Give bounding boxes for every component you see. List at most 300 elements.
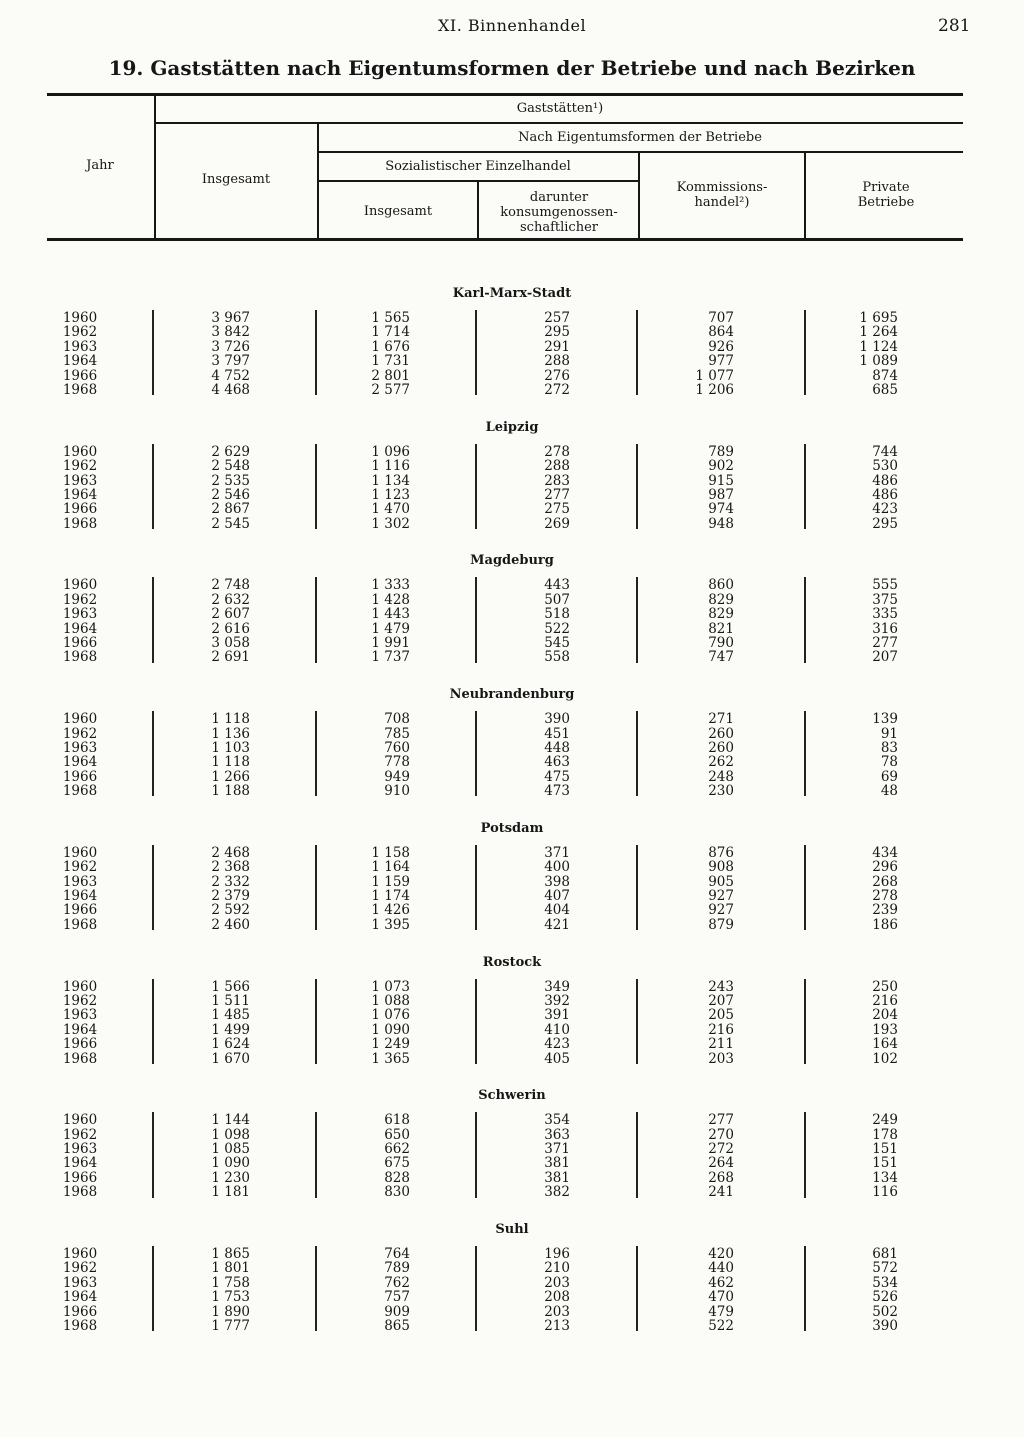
soz-insgesamt-cell: 618 xyxy=(384,1112,410,1129)
insgesamt-cell: 3 058 xyxy=(211,635,250,651)
insgesamt-cell: 1 670 xyxy=(211,1050,250,1067)
column-separator xyxy=(315,845,317,930)
year-cell: 1960 xyxy=(62,443,98,460)
region-heading: Rostock xyxy=(482,954,542,970)
insgesamt-cell: 2 748 xyxy=(211,577,250,594)
column-separator xyxy=(152,1112,154,1197)
soz-insgesamt-cell: 1 302 xyxy=(371,515,410,532)
konsum-cell: 473 xyxy=(544,783,570,800)
kommission-cell: 707 xyxy=(708,310,734,326)
darunter-line2: konsumgenossen- xyxy=(500,205,618,220)
konsum-cell: 276 xyxy=(544,367,570,384)
konsum-cell: 407 xyxy=(544,888,570,904)
private-cell: 486 xyxy=(872,472,898,489)
kommission-cell: 879 xyxy=(708,916,734,933)
insgesamt-cell: 1 098 xyxy=(211,1126,250,1143)
insgesamt-cell: 1 118 xyxy=(211,711,250,728)
konsum-cell: 275 xyxy=(544,501,570,518)
insgesamt-cell: 2 545 xyxy=(211,515,250,532)
insgesamt-cell: 3 797 xyxy=(211,353,250,370)
private-cell: 69 xyxy=(880,768,898,785)
soz-insgesamt-cell: 785 xyxy=(384,725,410,742)
year-cell: 1964 xyxy=(62,353,98,370)
private-cell: 390 xyxy=(872,1317,898,1334)
soz-insgesamt-cell: 1 676 xyxy=(371,338,410,355)
konsum-cell: 390 xyxy=(544,711,570,728)
konsum-cell: 558 xyxy=(544,649,570,666)
kommission-cell: 262 xyxy=(708,754,734,771)
konsum-cell: 257 xyxy=(544,310,570,326)
insgesamt-cell: 1 566 xyxy=(211,978,250,995)
konsum-cell: 381 xyxy=(544,1155,570,1172)
soz-insgesamt-cell: 650 xyxy=(384,1126,410,1143)
kommission-cell: 915 xyxy=(708,472,734,489)
soz-insgesamt-cell: 1 479 xyxy=(371,620,410,637)
year-cell: 1964 xyxy=(62,754,98,771)
column-separator xyxy=(475,310,477,395)
private-cell: 874 xyxy=(872,367,898,384)
konsum-cell: 210 xyxy=(544,1260,570,1277)
insgesamt-cell: 1 085 xyxy=(211,1141,250,1157)
insgesamt-cell: 1 890 xyxy=(211,1303,250,1320)
kommission-cell: 207 xyxy=(708,992,734,1009)
column-separator xyxy=(636,845,638,930)
column-separator xyxy=(315,310,317,395)
year-cell: 1963 xyxy=(62,1007,98,1024)
private-cell: 134 xyxy=(872,1169,898,1186)
soz-insgesamt-cell: 1 134 xyxy=(371,472,410,489)
header-vline-insgesamt xyxy=(317,122,319,239)
header-vline-jahr xyxy=(154,93,156,239)
konsum-cell: 518 xyxy=(544,606,570,623)
private-cell: 555 xyxy=(872,577,898,594)
col-header-insgesamt: Insgesamt xyxy=(201,172,271,187)
year-cell: 1966 xyxy=(62,1303,98,1320)
col-header-soz-insgesamt: Insgesamt xyxy=(363,204,433,219)
year-cell: 1962 xyxy=(62,458,98,475)
konsum-cell: 475 xyxy=(544,768,570,785)
private-line2: Betriebe xyxy=(857,195,915,210)
column-separator xyxy=(315,1112,317,1197)
insgesamt-cell: 3 967 xyxy=(211,310,250,326)
kommission-cell: 211 xyxy=(708,1036,734,1053)
insgesamt-cell: 1 624 xyxy=(211,1036,250,1053)
kommission-cell: 927 xyxy=(708,902,734,919)
page-number: 281 xyxy=(938,16,971,36)
konsum-cell: 288 xyxy=(544,458,570,475)
column-separator xyxy=(804,444,806,529)
column-separator xyxy=(152,845,154,930)
kommission-cell: 230 xyxy=(708,783,734,800)
year-cell: 1964 xyxy=(62,620,98,637)
insgesamt-cell: 2 460 xyxy=(211,916,250,933)
soz-insgesamt-cell: 1 737 xyxy=(371,649,410,666)
column-separator xyxy=(475,711,477,796)
soz-insgesamt-cell: 1 395 xyxy=(371,916,410,933)
soz-insgesamt-cell: 1 158 xyxy=(371,844,410,861)
year-cell: 1963 xyxy=(62,1274,98,1291)
year-cell: 1966 xyxy=(62,367,98,384)
konsum-cell: 277 xyxy=(544,486,570,503)
private-cell: 486 xyxy=(872,486,898,503)
year-cell: 1966 xyxy=(62,902,98,919)
soz-insgesamt-cell: 1 096 xyxy=(371,443,410,460)
region-heading: Leipzig xyxy=(485,419,539,435)
region-heading: Schwerin xyxy=(478,1088,546,1104)
insgesamt-cell: 2 607 xyxy=(211,606,250,623)
private-cell: 91 xyxy=(880,725,898,742)
konsum-cell: 405 xyxy=(544,1050,570,1067)
soz-insgesamt-cell: 675 xyxy=(384,1155,410,1172)
soz-insgesamt-cell: 1 073 xyxy=(371,978,410,995)
col-header-private xyxy=(806,180,966,210)
header-bottom-rule xyxy=(47,238,963,241)
column-separator xyxy=(152,711,154,796)
private-cell: 186 xyxy=(872,916,898,933)
year-cell: 1962 xyxy=(62,725,98,742)
kommission-cell: 987 xyxy=(708,486,734,503)
kommission-cell: 264 xyxy=(708,1155,734,1172)
column-separator xyxy=(804,845,806,930)
year-cell: 1964 xyxy=(62,888,98,904)
year-cell: 1968 xyxy=(62,382,98,398)
year-cell: 1964 xyxy=(62,1289,98,1306)
year-cell: 1962 xyxy=(62,859,98,876)
year-cell: 1963 xyxy=(62,472,98,489)
year-cell: 1963 xyxy=(62,338,98,355)
insgesamt-cell: 1 753 xyxy=(211,1289,250,1306)
insgesamt-cell: 1 758 xyxy=(211,1274,250,1291)
konsum-cell: 410 xyxy=(544,1021,570,1038)
kommission-cell: 203 xyxy=(708,1050,734,1067)
soz-insgesamt-cell: 1 164 xyxy=(371,859,410,876)
private-cell: 204 xyxy=(872,1007,898,1024)
kommission-cell: 821 xyxy=(708,620,734,637)
year-cell: 1962 xyxy=(62,591,98,608)
private-cell: 434 xyxy=(872,844,898,861)
private-cell: 207 xyxy=(872,649,898,666)
soz-insgesamt-cell: 1 714 xyxy=(371,324,410,341)
kommission-cell: 902 xyxy=(708,458,734,475)
private-cell: 268 xyxy=(872,873,898,890)
soz-insgesamt-cell: 910 xyxy=(384,783,410,800)
column-separator xyxy=(636,1246,638,1331)
column-separator xyxy=(475,979,477,1064)
private-cell: 178 xyxy=(872,1126,898,1143)
insgesamt-cell: 2 468 xyxy=(211,844,250,861)
soz-insgesamt-cell: 1 443 xyxy=(371,606,410,623)
year-cell: 1966 xyxy=(62,1036,98,1053)
insgesamt-cell: 2 629 xyxy=(211,443,250,460)
table-title: 19. Gaststätten nach Eigentumsformen der Betriebe und nach Bezirken xyxy=(108,56,916,80)
soz-insgesamt-cell: 662 xyxy=(384,1141,410,1157)
insgesamt-cell: 2 332 xyxy=(211,873,250,890)
year-cell: 1966 xyxy=(62,635,98,651)
year-cell: 1960 xyxy=(62,1245,98,1262)
kommission-cell: 268 xyxy=(708,1169,734,1186)
year-cell: 1966 xyxy=(62,768,98,785)
soz-insgesamt-cell: 1 565 xyxy=(371,310,410,326)
year-cell: 1964 xyxy=(62,1021,98,1038)
column-separator xyxy=(636,979,638,1064)
konsum-cell: 443 xyxy=(544,577,570,594)
konsum-cell: 421 xyxy=(544,916,570,933)
konsum-cell: 203 xyxy=(544,1274,570,1291)
private-cell: 277 xyxy=(872,635,898,651)
private-cell: 1 089 xyxy=(859,353,898,370)
konsum-cell: 400 xyxy=(544,859,570,876)
kommission-cell: 216 xyxy=(708,1021,734,1038)
year-cell: 1966 xyxy=(62,501,98,518)
insgesamt-cell: 1 136 xyxy=(211,725,250,742)
sozialistisch-rule xyxy=(319,180,639,182)
column-separator xyxy=(315,577,317,662)
insgesamt-cell: 2 867 xyxy=(211,501,250,518)
private-cell: 78 xyxy=(880,754,898,771)
private-cell: 102 xyxy=(872,1050,898,1067)
soz-insgesamt-cell: 865 xyxy=(384,1317,410,1334)
year-cell: 1962 xyxy=(62,1260,98,1277)
insgesamt-cell: 4 468 xyxy=(211,382,250,398)
col-header-jahr: Jahr xyxy=(86,158,114,173)
private-cell: 193 xyxy=(872,1021,898,1038)
konsum-cell: 391 xyxy=(544,1007,570,1024)
insgesamt-cell: 2 368 xyxy=(211,859,250,876)
year-cell: 1960 xyxy=(62,844,98,861)
eigentumsformen-rule xyxy=(319,151,963,153)
insgesamt-cell: 2 632 xyxy=(211,591,250,608)
kommission-cell: 248 xyxy=(708,768,734,785)
konsum-cell: 349 xyxy=(544,978,570,995)
year-cell: 1963 xyxy=(62,1141,98,1157)
private-cell: 139 xyxy=(872,711,898,728)
year-cell: 1968 xyxy=(62,1317,98,1334)
kommission-cell: 440 xyxy=(708,1260,734,1277)
year-cell: 1963 xyxy=(62,606,98,623)
insgesamt-cell: 2 548 xyxy=(211,458,250,475)
soz-insgesamt-cell: 762 xyxy=(384,1274,410,1291)
private-cell: 502 xyxy=(872,1303,898,1320)
konsum-cell: 272 xyxy=(544,382,570,398)
year-cell: 1962 xyxy=(62,324,98,341)
kommission-cell: 260 xyxy=(708,739,734,756)
private-cell: 681 xyxy=(872,1245,898,1262)
insgesamt-cell: 2 535 xyxy=(211,472,250,489)
private-cell: 572 xyxy=(872,1260,898,1277)
private-cell: 316 xyxy=(872,620,898,637)
kommission-cell: 977 xyxy=(708,353,734,370)
column-separator xyxy=(804,1112,806,1197)
kommission-line1: Kommissions- xyxy=(676,180,768,195)
column-separator xyxy=(315,444,317,529)
region-heading: Potsdam xyxy=(480,820,544,836)
soz-insgesamt-cell: 1 088 xyxy=(371,992,410,1009)
private-cell: 216 xyxy=(872,992,898,1009)
private-cell: 685 xyxy=(872,382,898,398)
column-separator xyxy=(636,444,638,529)
year-cell: 1960 xyxy=(62,978,98,995)
kommission-cell: 271 xyxy=(708,711,734,728)
year-cell: 1963 xyxy=(62,739,98,756)
col-header-kommission xyxy=(640,180,804,210)
soz-insgesamt-cell: 1 365 xyxy=(371,1050,410,1067)
insgesamt-cell: 1 181 xyxy=(211,1184,250,1201)
konsum-cell: 371 xyxy=(544,844,570,861)
soz-insgesamt-cell: 909 xyxy=(384,1303,410,1320)
insgesamt-cell: 3 842 xyxy=(211,324,250,341)
konsum-cell: 545 xyxy=(544,635,570,651)
private-cell: 296 xyxy=(872,859,898,876)
kommission-cell: 864 xyxy=(708,324,734,341)
kommission-cell: 747 xyxy=(708,649,734,666)
insgesamt-cell: 1 230 xyxy=(211,1169,250,1186)
konsum-cell: 295 xyxy=(544,324,570,341)
private-cell: 278 xyxy=(872,888,898,904)
konsum-cell: 423 xyxy=(544,1036,570,1053)
insgesamt-cell: 1 499 xyxy=(211,1021,250,1038)
running-head xyxy=(0,16,1024,40)
konsum-cell: 404 xyxy=(544,902,570,919)
column-separator xyxy=(636,711,638,796)
private-cell: 526 xyxy=(872,1289,898,1306)
kommission-cell: 241 xyxy=(708,1184,734,1201)
kommission-cell: 829 xyxy=(708,606,734,623)
column-separator xyxy=(636,577,638,662)
year-cell: 1968 xyxy=(62,649,98,666)
soz-insgesamt-cell: 1 470 xyxy=(371,501,410,518)
year-cell: 1968 xyxy=(62,916,98,933)
kommission-cell: 260 xyxy=(708,725,734,742)
private-cell: 48 xyxy=(880,783,898,800)
kommission-cell: 908 xyxy=(708,859,734,876)
kommission-cell: 522 xyxy=(708,1317,734,1334)
soz-insgesamt-cell: 1 731 xyxy=(371,353,410,370)
insgesamt-cell: 2 691 xyxy=(211,649,250,666)
column-separator xyxy=(804,1246,806,1331)
private-cell: 295 xyxy=(872,515,898,532)
insgesamt-cell: 1 865 xyxy=(211,1245,250,1262)
soz-insgesamt-cell: 789 xyxy=(384,1260,410,1277)
insgesamt-cell: 2 546 xyxy=(211,486,250,503)
column-separator xyxy=(152,444,154,529)
column-separator xyxy=(475,1112,477,1197)
soz-insgesamt-cell: 949 xyxy=(384,768,410,785)
insgesamt-cell: 2 592 xyxy=(211,902,250,919)
region-heading: Karl-Marx-Stadt xyxy=(452,286,572,301)
kommission-cell: 948 xyxy=(708,515,734,532)
insgesamt-cell: 1 103 xyxy=(211,739,250,756)
insgesamt-cell: 2 379 xyxy=(211,888,250,904)
kommission-cell: 277 xyxy=(708,1112,734,1129)
konsum-cell: 451 xyxy=(544,725,570,742)
col-header-gaststaetten: Gaststätten¹) xyxy=(516,101,604,116)
kommission-cell: 789 xyxy=(708,443,734,460)
private-cell: 83 xyxy=(880,739,898,756)
konsum-cell: 278 xyxy=(544,443,570,460)
private-cell: 534 xyxy=(872,1274,898,1291)
konsum-cell: 269 xyxy=(544,515,570,532)
soz-insgesamt-cell: 708 xyxy=(384,711,410,728)
soz-insgesamt-cell: 2 801 xyxy=(371,367,410,384)
soz-insgesamt-cell: 760 xyxy=(384,739,410,756)
konsum-cell: 448 xyxy=(544,739,570,756)
column-separator xyxy=(315,711,317,796)
konsum-cell: 203 xyxy=(544,1303,570,1320)
konsum-cell: 363 xyxy=(544,1126,570,1143)
insgesamt-cell: 1 144 xyxy=(211,1112,250,1129)
insgesamt-cell: 1 801 xyxy=(211,1260,250,1277)
konsum-cell: 196 xyxy=(544,1245,570,1262)
konsum-cell: 463 xyxy=(544,754,570,771)
header-top-rule xyxy=(47,93,963,96)
insgesamt-cell: 4 752 xyxy=(211,367,250,384)
konsum-cell: 283 xyxy=(544,472,570,489)
column-separator xyxy=(152,577,154,662)
year-cell: 1968 xyxy=(62,783,98,800)
year-cell: 1966 xyxy=(62,1169,98,1186)
year-cell: 1960 xyxy=(62,711,98,728)
insgesamt-cell: 1 266 xyxy=(211,768,250,785)
kommission-cell: 829 xyxy=(708,591,734,608)
soz-insgesamt-cell: 1 159 xyxy=(371,873,410,890)
soz-insgesamt-cell: 757 xyxy=(384,1289,410,1306)
soz-insgesamt-cell: 778 xyxy=(384,754,410,771)
konsum-cell: 208 xyxy=(544,1289,570,1306)
year-cell: 1968 xyxy=(62,515,98,532)
konsum-cell: 507 xyxy=(544,591,570,608)
konsum-cell: 354 xyxy=(544,1112,570,1129)
year-cell: 1962 xyxy=(62,992,98,1009)
year-cell: 1964 xyxy=(62,1155,98,1172)
private-cell: 1 695 xyxy=(859,310,898,326)
soz-insgesamt-cell: 1 428 xyxy=(371,591,410,608)
insgesamt-cell: 1 511 xyxy=(211,992,250,1009)
col-header-nach-eigentumsformen: Nach Eigentumsformen der Betriebe xyxy=(518,130,762,145)
soz-insgesamt-cell: 830 xyxy=(384,1184,410,1201)
column-separator xyxy=(804,711,806,796)
year-cell: 1968 xyxy=(62,1184,98,1201)
konsum-cell: 288 xyxy=(544,353,570,370)
private-cell: 239 xyxy=(872,902,898,919)
private-cell: 164 xyxy=(872,1036,898,1053)
konsum-cell: 522 xyxy=(544,620,570,637)
soz-insgesamt-cell: 1 333 xyxy=(371,577,410,594)
insgesamt-cell: 1 777 xyxy=(211,1317,250,1334)
soz-insgesamt-cell: 828 xyxy=(384,1169,410,1186)
kommission-cell: 974 xyxy=(708,501,734,518)
private-cell: 335 xyxy=(872,606,898,623)
soz-insgesamt-cell: 1 249 xyxy=(371,1036,410,1053)
konsum-cell: 371 xyxy=(544,1141,570,1157)
column-separator xyxy=(152,310,154,395)
insgesamt-cell: 1 090 xyxy=(211,1155,250,1172)
kommission-cell: 860 xyxy=(708,577,734,594)
column-separator xyxy=(475,1246,477,1331)
insgesamt-cell: 1 485 xyxy=(211,1007,250,1024)
region-heading: Neubrandenburg xyxy=(449,687,575,703)
kommission-cell: 272 xyxy=(708,1141,734,1157)
private-cell: 375 xyxy=(872,591,898,608)
kommission-cell: 926 xyxy=(708,338,734,355)
kommission-cell: 1 077 xyxy=(695,367,734,384)
private-cell: 151 xyxy=(872,1155,898,1172)
kommission-cell: 470 xyxy=(708,1289,734,1306)
kommission-cell: 905 xyxy=(708,873,734,890)
insgesamt-cell: 3 726 xyxy=(211,338,250,355)
column-separator xyxy=(152,979,154,1064)
kommission-cell: 270 xyxy=(708,1126,734,1143)
column-separator xyxy=(152,1246,154,1331)
